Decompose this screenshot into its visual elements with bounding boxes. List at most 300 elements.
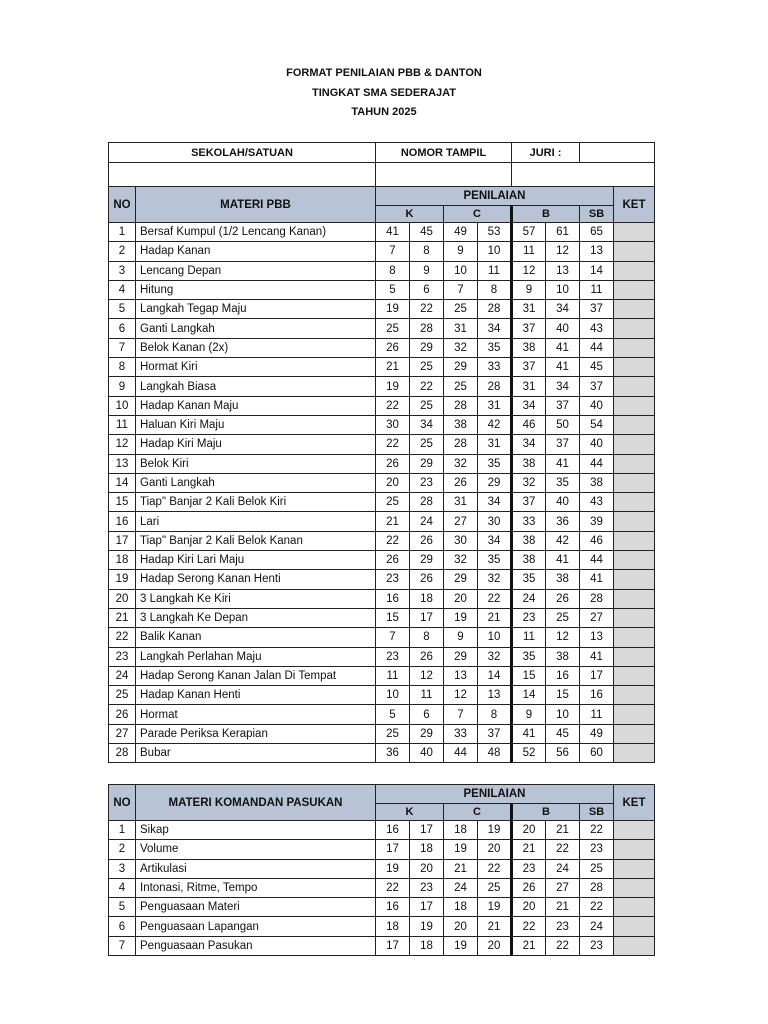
score-cell[interactable]: 8 [376,261,410,280]
ket-cell[interactable] [614,589,655,608]
score-cell[interactable]: 19 [376,859,410,878]
score-cell[interactable]: 30 [478,512,512,531]
score-cell[interactable]: 17 [376,936,410,955]
score-cell[interactable]: 36 [546,512,580,531]
score-cell[interactable]: 44 [580,551,614,570]
ket-cell[interactable] [614,570,655,589]
score-cell[interactable]: 23 [410,473,444,492]
score-cell[interactable]: 22 [478,589,512,608]
score-cell[interactable]: 41 [512,724,546,743]
score-cell[interactable]: 18 [410,589,444,608]
score-cell[interactable]: 42 [546,531,580,550]
score-cell[interactable]: 54 [580,415,614,434]
score-cell[interactable]: 20 [444,917,478,936]
score-cell[interactable]: 19 [410,917,444,936]
ket-cell[interactable] [614,840,655,859]
score-cell[interactable]: 31 [478,435,512,454]
score-cell[interactable]: 10 [478,628,512,647]
score-cell[interactable]: 34 [546,377,580,396]
score-cell[interactable]: 26 [376,338,410,357]
score-cell[interactable]: 44 [580,338,614,357]
materi-cell: 3 Langkah Ke Depan [136,608,376,627]
ket-cell[interactable] [614,724,655,743]
score-cell[interactable]: 28 [444,396,478,415]
score-cell[interactable]: 35 [512,647,546,666]
score-cell[interactable]: 6 [410,705,444,724]
ket-cell[interactable] [614,686,655,705]
score-cell[interactable]: 41 [546,551,580,570]
score-cell[interactable]: 26 [444,473,478,492]
score-cell[interactable]: 29 [478,473,512,492]
score-cell[interactable]: 13 [580,242,614,261]
ket-cell[interactable] [614,473,655,492]
score-cell[interactable]: 28 [580,878,614,897]
score-cell[interactable]: 23 [376,647,410,666]
table-row [109,454,655,473]
score-cell[interactable]: 21 [478,917,512,936]
score-cell[interactable]: 34 [478,531,512,550]
score-cell[interactable]: 21 [546,821,580,840]
juri-name-field[interactable] [512,163,655,187]
score-cell[interactable]: 23 [410,878,444,897]
ket-cell[interactable] [614,377,655,396]
score-cell[interactable]: 41 [546,358,580,377]
ket-header: KET [614,785,655,821]
score-cell[interactable]: 7 [376,628,410,647]
score-cell[interactable]: 32 [478,647,512,666]
score-cell[interactable]: 25 [376,724,410,743]
score-cell[interactable]: 10 [376,686,410,705]
score-cell[interactable]: 24 [546,859,580,878]
nomor-tampil-field[interactable] [376,163,512,187]
score-cell[interactable]: 41 [580,570,614,589]
score-cell[interactable]: 13 [444,666,478,685]
score-cell[interactable]: 35 [478,338,512,357]
score-cell[interactable]: 22 [580,821,614,840]
score-cell[interactable]: 14 [478,666,512,685]
row-number: 17 [109,531,136,550]
score-cell[interactable]: 37 [512,319,546,338]
score-cell[interactable]: 19 [444,608,478,627]
score-cell[interactable]: 32 [478,570,512,589]
ket-cell[interactable] [614,396,655,415]
score-cell[interactable]: 33 [478,358,512,377]
score-cell[interactable]: 22 [410,377,444,396]
score-cell[interactable]: 35 [478,454,512,473]
score-cell[interactable]: 8 [478,280,512,299]
score-cell[interactable]: 6 [410,280,444,299]
score-cell[interactable]: 13 [478,686,512,705]
score-cell[interactable]: 34 [512,396,546,415]
score-cell[interactable]: 9 [410,261,444,280]
score-cell[interactable]: 25 [444,377,478,396]
score-cell[interactable]: 28 [478,300,512,319]
score-cell[interactable]: 35 [478,551,512,570]
score-cell[interactable]: 15 [376,608,410,627]
score-cell[interactable]: 21 [478,608,512,627]
score-cell[interactable]: 5 [376,705,410,724]
score-cell[interactable]: 7 [444,705,478,724]
score-cell[interactable]: 20 [478,840,512,859]
score-cell[interactable]: 25 [410,396,444,415]
score-cell[interactable]: 37 [580,300,614,319]
score-cell[interactable]: 44 [444,744,478,763]
score-cell[interactable]: 46 [580,531,614,550]
score-cell[interactable]: 8 [410,628,444,647]
score-cell[interactable]: 22 [478,859,512,878]
score-cell[interactable]: 31 [478,396,512,415]
score-cell[interactable]: 18 [376,917,410,936]
score-cell[interactable]: 9 [444,242,478,261]
score-cell[interactable]: 10 [478,242,512,261]
score-cell[interactable]: 38 [512,338,546,357]
score-cell[interactable]: 37 [512,493,546,512]
score-cell[interactable]: 17 [410,821,444,840]
score-cell[interactable]: 61 [546,223,580,242]
score-cell[interactable]: 23 [512,859,546,878]
score-cell[interactable]: 24 [444,878,478,897]
score-cell[interactable]: 17 [580,666,614,685]
row-number: 5 [109,898,136,917]
score-cell[interactable]: 46 [512,415,546,434]
score-cell[interactable]: 37 [580,377,614,396]
score-cell[interactable]: 22 [580,898,614,917]
score-cell[interactable]: 31 [512,300,546,319]
score-cell[interactable]: 32 [444,338,478,357]
score-cell[interactable]: 23 [376,570,410,589]
score-cell[interactable]: 21 [546,898,580,917]
score-cell[interactable]: 16 [376,821,410,840]
score-cell[interactable]: 20 [376,473,410,492]
score-cell[interactable]: 8 [478,705,512,724]
score-cell[interactable]: 23 [580,840,614,859]
score-cell[interactable]: 12 [546,628,580,647]
row-number: 27 [109,724,136,743]
score-cell[interactable]: 23 [546,917,580,936]
table-row [109,936,655,955]
score-cell[interactable]: 19 [376,377,410,396]
table-row [109,878,655,897]
ket-cell[interactable] [614,493,655,512]
score-cell[interactable]: 40 [410,744,444,763]
score-cell[interactable]: 25 [376,319,410,338]
score-cell[interactable]: 19 [478,898,512,917]
score-cell[interactable]: 41 [376,223,410,242]
score-cell[interactable]: 25 [410,358,444,377]
score-cell[interactable]: 22 [376,531,410,550]
score-cell[interactable]: 40 [546,493,580,512]
score-cell[interactable]: 9 [444,628,478,647]
score-cell[interactable]: 38 [546,647,580,666]
ket-cell[interactable] [614,358,655,377]
score-cell[interactable]: 37 [478,724,512,743]
score-cell[interactable]: 28 [580,589,614,608]
score-cell[interactable]: 12 [546,242,580,261]
score-cell[interactable]: 7 [444,280,478,299]
score-cell[interactable]: 13 [580,628,614,647]
score-cell[interactable]: 16 [376,589,410,608]
score-cell[interactable]: 25 [444,300,478,319]
score-cell[interactable]: 9 [512,280,546,299]
score-cell[interactable]: 11 [512,628,546,647]
table-row [109,898,655,917]
score-cell[interactable]: 21 [512,840,546,859]
score-cell[interactable]: 17 [410,608,444,627]
score-cell[interactable]: 40 [580,435,614,454]
score-cell[interactable]: 27 [580,608,614,627]
ket-cell[interactable] [614,300,655,319]
score-cell[interactable]: 9 [512,705,546,724]
score-cell[interactable]: 22 [376,435,410,454]
score-cell[interactable]: 5 [376,280,410,299]
score-cell[interactable]: 29 [410,454,444,473]
score-cell[interactable]: 28 [410,493,444,512]
ket-cell[interactable] [614,531,655,550]
score-cell[interactable]: 39 [580,512,614,531]
ket-cell[interactable] [614,512,655,531]
score-cell[interactable]: 26 [512,878,546,897]
score-cell[interactable]: 10 [546,280,580,299]
score-cell[interactable]: 16 [546,666,580,685]
score-cell[interactable]: 11 [478,261,512,280]
score-cell[interactable]: 23 [512,608,546,627]
score-cell[interactable]: 42 [478,415,512,434]
score-cell[interactable]: 36 [376,744,410,763]
materi-cell: Hadap Kanan Maju [136,396,376,415]
score-cell[interactable]: 26 [376,551,410,570]
sekolah-satuan-field[interactable] [109,163,376,187]
score-cell[interactable]: 43 [580,493,614,512]
ket-cell[interactable] [614,454,655,473]
score-cell[interactable]: 20 [444,589,478,608]
score-cell[interactable]: 15 [512,666,546,685]
score-cell[interactable]: 23 [580,936,614,955]
ket-cell[interactable] [614,936,655,955]
score-cell[interactable]: 29 [410,551,444,570]
score-cell[interactable]: 45 [546,724,580,743]
score-cell[interactable]: 20 [478,936,512,955]
score-cell[interactable]: 60 [580,744,614,763]
score-cell[interactable]: 25 [546,608,580,627]
score-cell[interactable]: 26 [376,454,410,473]
score-cell[interactable]: 22 [376,396,410,415]
score-cell[interactable]: 15 [546,686,580,705]
score-cell[interactable]: 34 [546,300,580,319]
score-cell[interactable]: 27 [444,512,478,531]
score-cell[interactable]: 12 [512,261,546,280]
score-cell[interactable]: 37 [546,396,580,415]
score-cell[interactable]: 28 [444,435,478,454]
score-cell[interactable]: 31 [512,377,546,396]
score-cell[interactable]: 7 [376,242,410,261]
score-cell[interactable]: 37 [546,435,580,454]
score-cell[interactable]: 11 [376,666,410,685]
score-cell[interactable]: 22 [410,300,444,319]
score-cell[interactable]: 40 [580,396,614,415]
score-cell[interactable]: 28 [410,319,444,338]
score-cell[interactable]: 12 [444,686,478,705]
score-cell[interactable]: 50 [546,415,580,434]
score-cell[interactable]: 32 [512,473,546,492]
score-cell[interactable]: 35 [512,570,546,589]
score-cell[interactable]: 13 [546,261,580,280]
ket-cell[interactable] [614,435,655,454]
score-cell[interactable]: 19 [444,840,478,859]
score-cell[interactable]: 29 [444,570,478,589]
score-cell[interactable]: 44 [580,454,614,473]
score-cell[interactable]: 30 [376,415,410,434]
score-cell[interactable]: 11 [512,242,546,261]
score-cell[interactable]: 31 [444,319,478,338]
score-cell[interactable]: 27 [546,878,580,897]
score-cell[interactable]: 25 [580,859,614,878]
score-cell[interactable]: 22 [376,878,410,897]
materi-cell: Langkah Perlahan Maju [136,647,376,666]
score-cell[interactable]: 53 [478,223,512,242]
score-cell[interactable]: 16 [376,898,410,917]
score-cell[interactable]: 21 [376,358,410,377]
ket-cell[interactable] [614,821,655,840]
score-cell[interactable]: 41 [546,338,580,357]
score-cell[interactable]: 43 [580,319,614,338]
score-cell[interactable]: 18 [410,936,444,955]
score-cell[interactable]: 32 [444,551,478,570]
score-cell[interactable]: 24 [512,589,546,608]
table-row [109,744,655,763]
score-cell[interactable]: 26 [410,531,444,550]
ket-cell[interactable] [614,878,655,897]
score-cell[interactable]: 38 [512,551,546,570]
score-cell[interactable]: 34 [478,493,512,512]
score-cell[interactable]: 32 [444,454,478,473]
score-cell[interactable]: 20 [512,821,546,840]
score-cell[interactable]: 26 [410,570,444,589]
table-row [109,261,655,280]
score-cell[interactable]: 57 [512,223,546,242]
score-cell[interactable]: 34 [512,435,546,454]
score-cell[interactable]: 21 [444,859,478,878]
score-cell[interactable]: 34 [478,319,512,338]
score-cell[interactable]: 19 [444,936,478,955]
score-cell[interactable]: 10 [546,705,580,724]
ket-cell[interactable] [614,319,655,338]
ket-cell[interactable] [614,280,655,299]
ket-cell[interactable] [614,338,655,357]
score-cell[interactable]: 22 [512,917,546,936]
score-cell[interactable]: 18 [444,898,478,917]
score-cell[interactable]: 24 [410,512,444,531]
score-cell[interactable]: 45 [410,223,444,242]
score-cell[interactable]: 14 [512,686,546,705]
score-cell[interactable]: 38 [546,570,580,589]
score-cell[interactable]: 40 [546,319,580,338]
row-number: 14 [109,473,136,492]
row-number: 26 [109,705,136,724]
score-cell[interactable]: 52 [512,744,546,763]
score-cell[interactable]: 25 [376,493,410,512]
score-cell[interactable]: 38 [444,415,478,434]
score-cell[interactable]: 24 [580,917,614,936]
score-cell[interactable]: 17 [376,840,410,859]
ket-cell[interactable] [614,261,655,280]
ket-cell[interactable] [614,551,655,570]
score-cell[interactable]: 38 [580,473,614,492]
score-cell[interactable]: 20 [512,898,546,917]
ket-cell[interactable] [614,608,655,627]
ket-cell[interactable] [614,898,655,917]
score-cell[interactable]: 38 [512,531,546,550]
score-cell[interactable]: 41 [580,647,614,666]
score-cell[interactable]: 31 [444,493,478,512]
juri-value-field[interactable] [580,143,655,163]
ket-cell[interactable] [614,628,655,647]
score-cell[interactable]: 12 [410,666,444,685]
score-cell[interactable]: 26 [410,647,444,666]
score-cell[interactable]: 11 [580,705,614,724]
ket-cell[interactable] [614,859,655,878]
score-cell[interactable]: 19 [478,821,512,840]
score-cell[interactable]: 30 [444,531,478,550]
score-cell[interactable]: 8 [410,242,444,261]
score-cell[interactable]: 11 [410,686,444,705]
ket-cell[interactable] [614,242,655,261]
score-cell[interactable]: 29 [410,724,444,743]
score-cell[interactable]: 37 [512,358,546,377]
score-cell[interactable]: 29 [410,338,444,357]
ket-cell[interactable] [614,415,655,434]
score-cell[interactable]: 49 [444,223,478,242]
score-cell[interactable]: 33 [444,724,478,743]
score-cell[interactable]: 35 [546,473,580,492]
score-cell[interactable]: 22 [546,840,580,859]
score-cell[interactable]: 18 [410,840,444,859]
score-cell[interactable]: 38 [512,454,546,473]
score-cell[interactable]: 65 [580,223,614,242]
ket-cell[interactable] [614,705,655,724]
score-cell[interactable]: 41 [546,454,580,473]
ket-cell[interactable] [614,223,655,242]
materi-cell: Langkah Tegap Maju [136,300,376,319]
score-cell[interactable]: 14 [580,261,614,280]
score-cell[interactable]: 28 [478,377,512,396]
score-cell[interactable]: 45 [580,358,614,377]
score-cell[interactable]: 26 [546,589,580,608]
score-cell[interactable]: 21 [512,936,546,955]
score-cell[interactable]: 16 [580,686,614,705]
score-cell[interactable]: 21 [376,512,410,531]
score-cell[interactable]: 48 [478,744,512,763]
score-cell[interactable]: 25 [410,435,444,454]
ket-cell[interactable] [614,744,655,763]
score-cell[interactable]: 10 [444,261,478,280]
score-cell[interactable]: 25 [478,878,512,897]
score-cell[interactable]: 33 [512,512,546,531]
ket-cell[interactable] [614,666,655,685]
score-cell[interactable]: 29 [444,647,478,666]
score-cell[interactable]: 19 [376,300,410,319]
score-cell[interactable]: 34 [410,415,444,434]
score-cell[interactable]: 22 [546,936,580,955]
score-cell[interactable]: 20 [410,859,444,878]
score-cell[interactable]: 56 [546,744,580,763]
ket-cell[interactable] [614,647,655,666]
score-cell[interactable]: 29 [444,358,478,377]
score-cell[interactable]: 49 [580,724,614,743]
score-cell[interactable]: 18 [444,821,478,840]
ket-cell[interactable] [614,917,655,936]
score-cell[interactable]: 17 [410,898,444,917]
score-cell[interactable]: 11 [580,280,614,299]
